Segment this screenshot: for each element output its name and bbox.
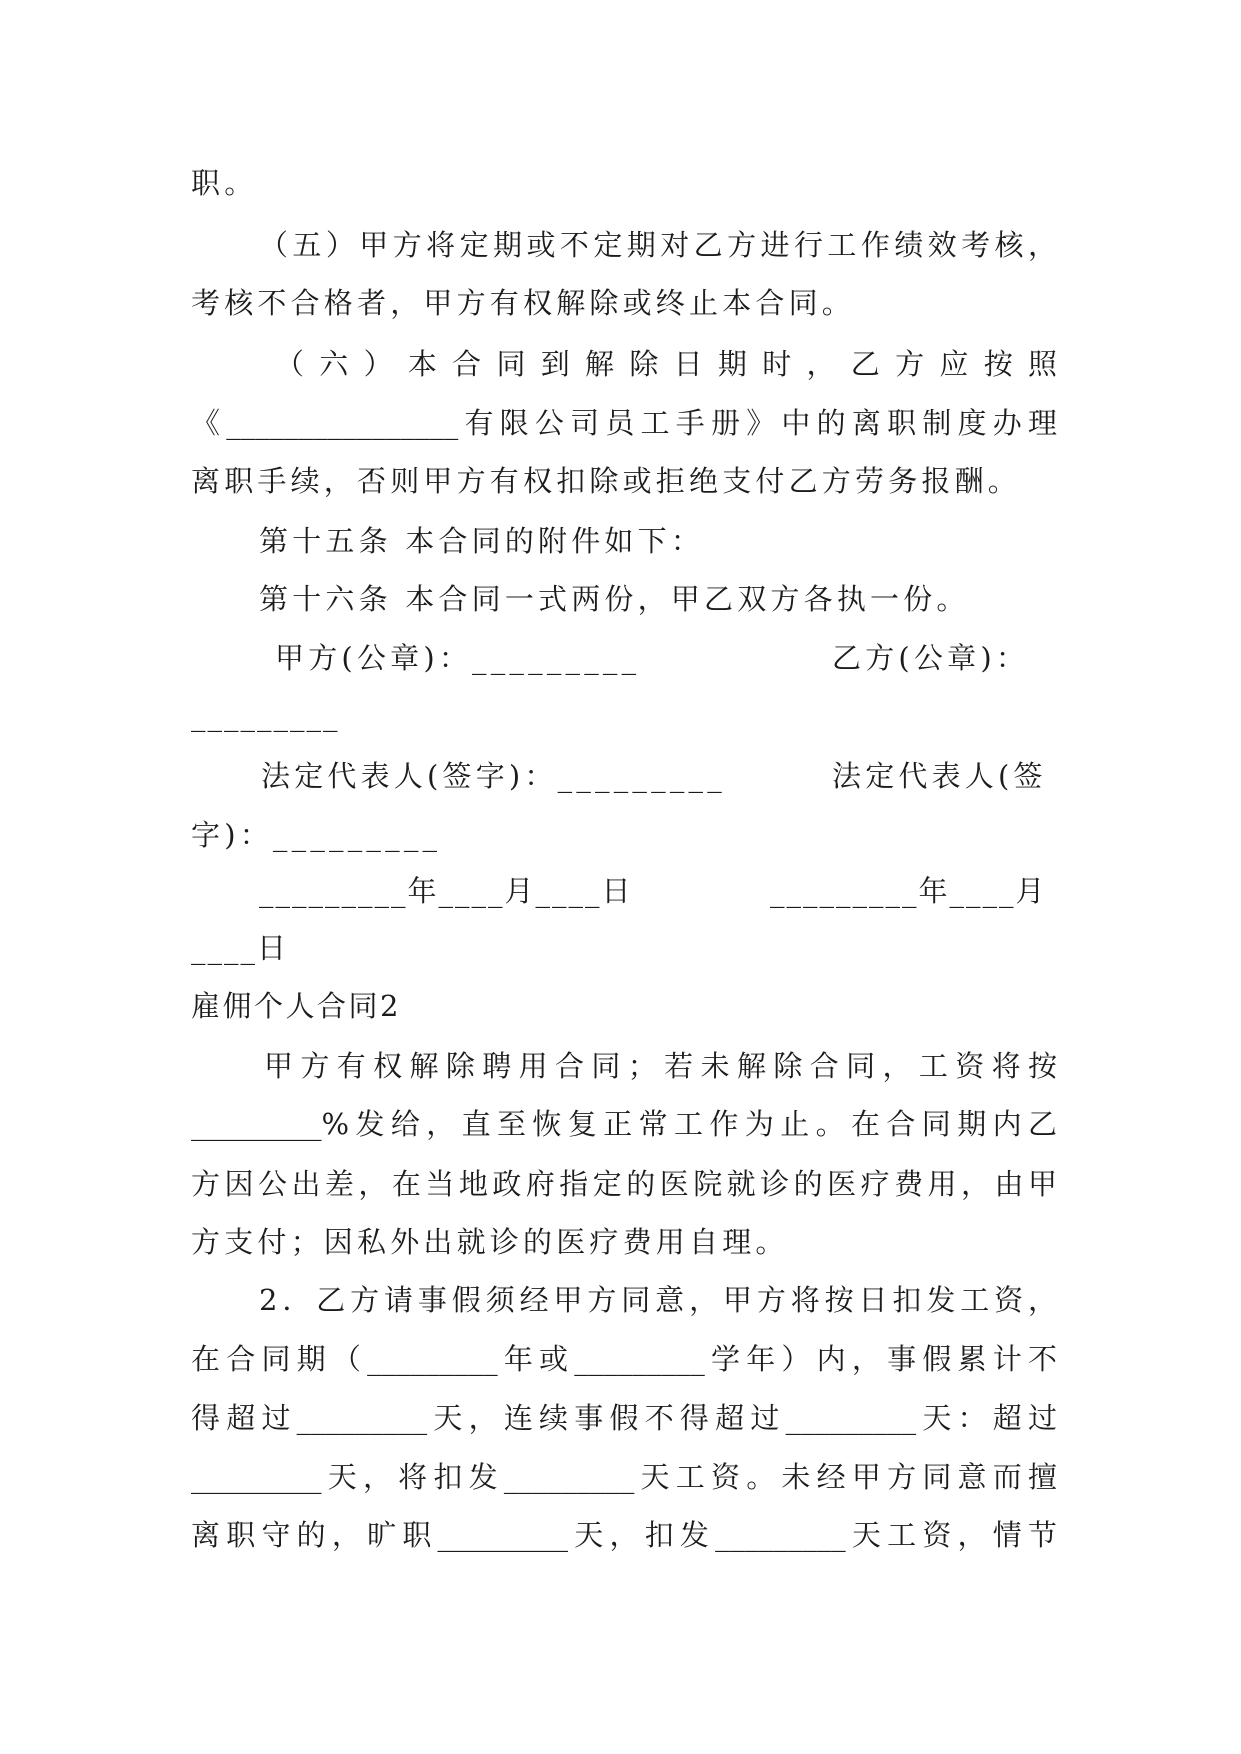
party-b-date-day: ____日: [191, 931, 289, 965]
article-16: 第十六条 本合同一式两份，甲乙双方各执一份。: [259, 582, 970, 616]
text-line: 离职守的，旷职_________天，扣发_________天工资，情节: [191, 1518, 1057, 1552]
text-line: 考核不合格者，甲方有权解除或终止本合同。: [191, 286, 856, 320]
text-line: 方支付；因私外出就诊的医疗费用自理。: [191, 1225, 789, 1259]
text-line: （六）本合同到解除日期时，乙方应按照: [275, 347, 1057, 381]
party-b-representative-field: 字)：_________: [191, 818, 442, 852]
party-a-representative-field: 法定代表人(签字)：_________: [261, 759, 726, 793]
text-line: （五）甲方将定期或不定期对乙方进行工作绩效考核，: [259, 228, 1057, 262]
text-line: 《________________有限公司员工手册》中的离职制度办理: [191, 406, 1057, 440]
text-line: 甲方有权解除聘用合同；若未解除合同，工资将按: [264, 1049, 1057, 1083]
party-b-representative-label: 法定代表人(签: [832, 759, 1047, 793]
text-line: _________天，将扣发_________天工资。未经甲方同意而擅: [191, 1460, 1057, 1494]
party-b-date-field: _________年____月: [770, 874, 1047, 908]
party-a-seal-field: 甲方(公章)：_________: [275, 641, 641, 675]
text-line: 得超过_________天，连续事假不得超过_________天：超过: [191, 1401, 1057, 1435]
text-line: 方因公出差，在当地政府指定的医院就诊的医疗费用，由甲: [191, 1167, 1057, 1201]
text-line: 2．乙方请事假须经甲方同意，甲方将按日扣发工资，: [259, 1283, 1057, 1317]
text-line: 离职手续，否则甲方有权扣除或拒绝支付乙方劳务报酬。: [191, 464, 1022, 498]
party-b-seal-blank: _________: [191, 698, 340, 732]
party-a-date-field: _________年____月____日: [259, 874, 633, 908]
text-line: _________%发给，直至恢复正常工作为止。在合同期内乙: [191, 1107, 1057, 1141]
text-line: 在合同期（_________年或_________学年）内，事假累计不: [191, 1342, 1057, 1376]
article-15: 第十五条 本合同的附件如下：: [259, 524, 705, 558]
text-line: 职。: [191, 166, 258, 200]
section-title: 雇佣个人合同2: [191, 989, 401, 1023]
party-b-seal-label: 乙方(公章)：: [832, 641, 1030, 675]
